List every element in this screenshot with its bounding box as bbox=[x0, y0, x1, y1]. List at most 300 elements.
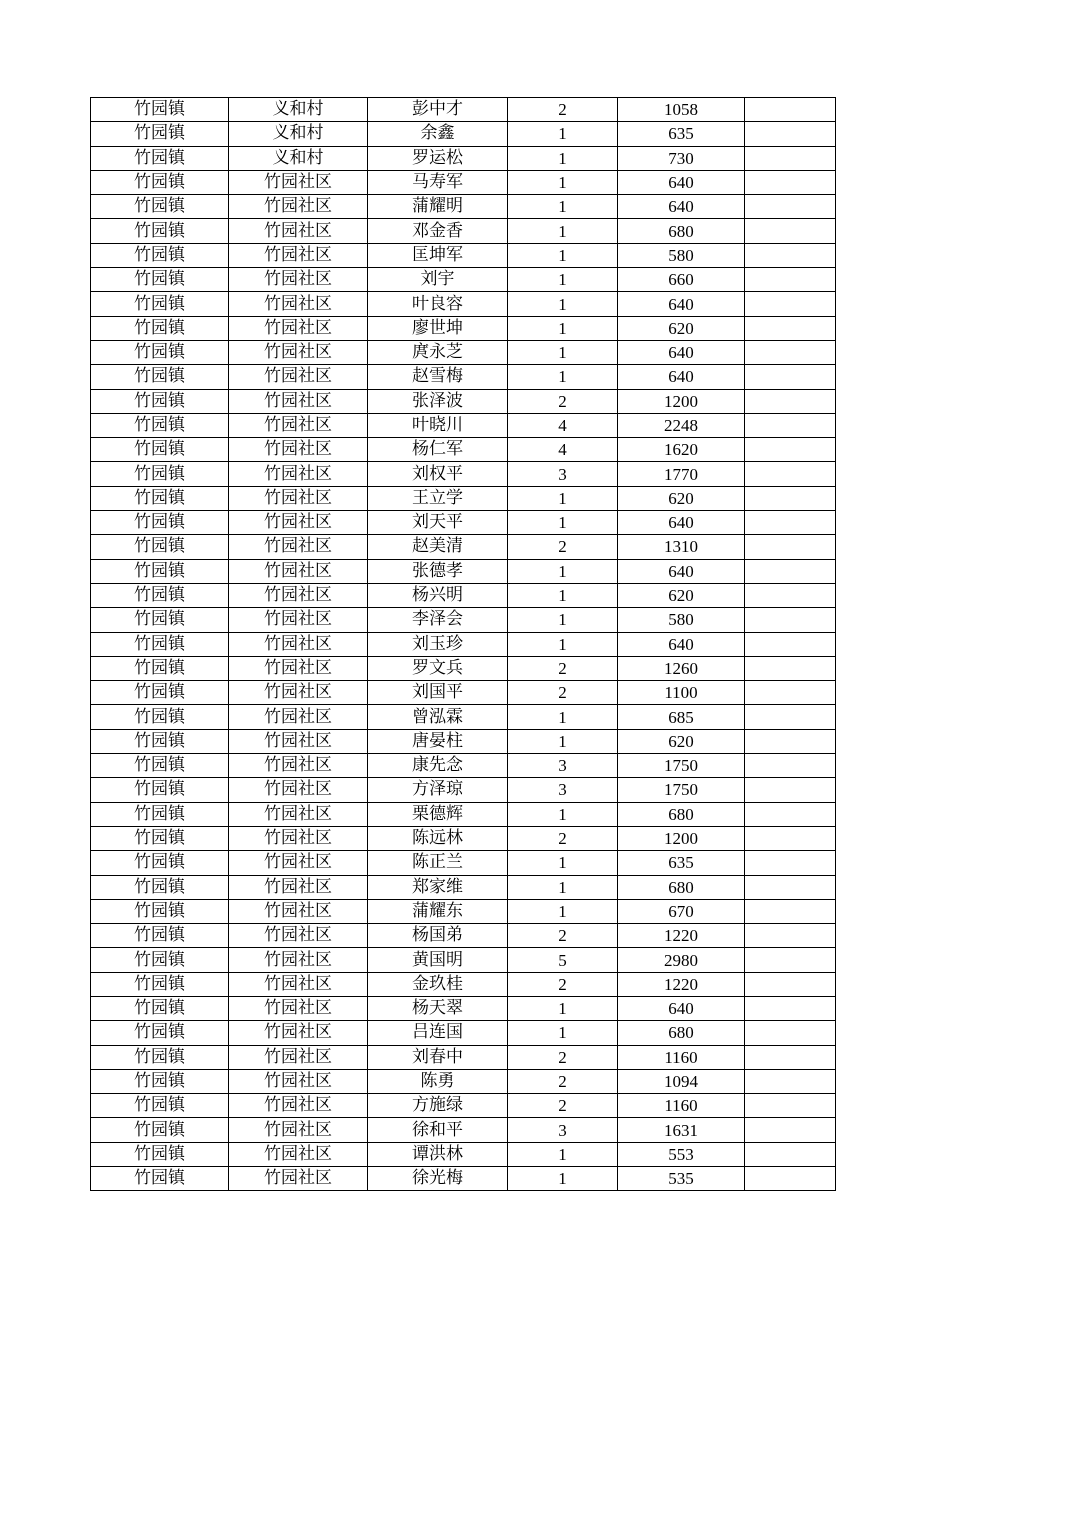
table-row bbox=[91, 511, 836, 535]
village-cell: 义和村 bbox=[229, 146, 368, 170]
amount-cell: 640 bbox=[618, 511, 745, 535]
amount-cell: 1094 bbox=[618, 1069, 745, 1093]
table-row bbox=[91, 535, 836, 559]
table-row bbox=[91, 924, 836, 948]
count-cell: 1 bbox=[508, 1021, 618, 1045]
count-cell: 1 bbox=[508, 122, 618, 146]
table-row bbox=[91, 486, 836, 510]
name-cell: 张泽波 bbox=[368, 389, 508, 413]
town-cell: 竹园镇 bbox=[91, 1021, 229, 1045]
village-cell: 竹园社区 bbox=[229, 268, 368, 292]
remark-cell bbox=[745, 486, 836, 510]
count-cell: 1 bbox=[508, 729, 618, 753]
table-body bbox=[91, 98, 836, 1191]
name-cell: 邓金香 bbox=[368, 219, 508, 243]
remark-cell bbox=[745, 972, 836, 996]
remark-cell bbox=[745, 899, 836, 923]
count-cell: 1 bbox=[508, 899, 618, 923]
amount-cell: 1058 bbox=[618, 98, 745, 122]
remark-cell bbox=[745, 1118, 836, 1142]
remark-cell bbox=[745, 413, 836, 437]
table-row bbox=[91, 754, 836, 778]
count-cell: 1 bbox=[508, 292, 618, 316]
town-cell: 竹园镇 bbox=[91, 122, 229, 146]
table-row bbox=[91, 1045, 836, 1069]
remark-cell bbox=[745, 729, 836, 753]
amount-cell: 640 bbox=[618, 365, 745, 389]
town-cell: 竹园镇 bbox=[91, 340, 229, 364]
count-cell: 1 bbox=[508, 875, 618, 899]
amount-cell: 685 bbox=[618, 705, 745, 729]
remark-cell bbox=[745, 243, 836, 267]
amount-cell: 580 bbox=[618, 243, 745, 267]
table-row bbox=[91, 413, 836, 437]
count-cell: 2 bbox=[508, 1045, 618, 1069]
amount-cell: 1750 bbox=[618, 778, 745, 802]
town-cell: 竹园镇 bbox=[91, 195, 229, 219]
count-cell: 5 bbox=[508, 948, 618, 972]
count-cell: 1 bbox=[508, 219, 618, 243]
name-cell: 杨兴明 bbox=[368, 583, 508, 607]
town-cell: 竹园镇 bbox=[91, 1094, 229, 1118]
town-cell: 竹园镇 bbox=[91, 948, 229, 972]
count-cell: 1 bbox=[508, 996, 618, 1020]
amount-cell: 660 bbox=[618, 268, 745, 292]
remark-cell bbox=[745, 1142, 836, 1166]
name-cell: 马寿军 bbox=[368, 170, 508, 194]
count-cell: 3 bbox=[508, 754, 618, 778]
amount-cell: 620 bbox=[618, 486, 745, 510]
count-cell: 1 bbox=[508, 316, 618, 340]
count-cell: 1 bbox=[508, 268, 618, 292]
village-cell: 竹园社区 bbox=[229, 924, 368, 948]
amount-cell: 620 bbox=[618, 583, 745, 607]
amount-cell: 1750 bbox=[618, 754, 745, 778]
town-cell: 竹园镇 bbox=[91, 1045, 229, 1069]
village-cell: 竹园社区 bbox=[229, 1094, 368, 1118]
town-cell: 竹园镇 bbox=[91, 899, 229, 923]
name-cell: 余鑫 bbox=[368, 122, 508, 146]
name-cell: 黄国明 bbox=[368, 948, 508, 972]
town-cell: 竹园镇 bbox=[91, 705, 229, 729]
village-cell: 竹园社区 bbox=[229, 826, 368, 850]
name-cell: 赵雪梅 bbox=[368, 365, 508, 389]
name-cell: 栗德辉 bbox=[368, 802, 508, 826]
amount-cell: 640 bbox=[618, 195, 745, 219]
amount-cell: 1200 bbox=[618, 826, 745, 850]
remark-cell bbox=[745, 1021, 836, 1045]
name-cell: 王立学 bbox=[368, 486, 508, 510]
remark-cell bbox=[745, 948, 836, 972]
town-cell: 竹园镇 bbox=[91, 462, 229, 486]
remark-cell bbox=[745, 122, 836, 146]
name-cell: 曾泓霖 bbox=[368, 705, 508, 729]
name-cell: 陈远林 bbox=[368, 826, 508, 850]
amount-cell: 1620 bbox=[618, 438, 745, 462]
table-row bbox=[91, 875, 836, 899]
town-cell: 竹园镇 bbox=[91, 146, 229, 170]
count-cell: 2 bbox=[508, 1094, 618, 1118]
remark-cell bbox=[745, 1045, 836, 1069]
name-cell: 刘天平 bbox=[368, 511, 508, 535]
town-cell: 竹园镇 bbox=[91, 1167, 229, 1191]
remark-cell bbox=[745, 826, 836, 850]
town-cell: 竹园镇 bbox=[91, 1142, 229, 1166]
count-cell: 2 bbox=[508, 826, 618, 850]
remark-cell bbox=[745, 438, 836, 462]
village-cell: 竹园社区 bbox=[229, 754, 368, 778]
count-cell: 4 bbox=[508, 413, 618, 437]
town-cell: 竹园镇 bbox=[91, 243, 229, 267]
name-cell: 金玖桂 bbox=[368, 972, 508, 996]
remark-cell bbox=[745, 656, 836, 680]
amount-cell: 1100 bbox=[618, 681, 745, 705]
table-row bbox=[91, 462, 836, 486]
remark-cell bbox=[745, 681, 836, 705]
table-row bbox=[91, 851, 836, 875]
name-cell: 谭洪林 bbox=[368, 1142, 508, 1166]
amount-cell: 1631 bbox=[618, 1118, 745, 1142]
remark-cell bbox=[745, 535, 836, 559]
count-cell: 1 bbox=[508, 365, 618, 389]
village-cell: 竹园社区 bbox=[229, 243, 368, 267]
count-cell: 2 bbox=[508, 1069, 618, 1093]
town-cell: 竹园镇 bbox=[91, 486, 229, 510]
village-cell: 竹园社区 bbox=[229, 219, 368, 243]
town-cell: 竹园镇 bbox=[91, 1069, 229, 1093]
town-cell: 竹园镇 bbox=[91, 170, 229, 194]
name-cell: 蒲耀明 bbox=[368, 195, 508, 219]
name-cell: 罗运松 bbox=[368, 146, 508, 170]
table-row bbox=[91, 146, 836, 170]
amount-cell: 730 bbox=[618, 146, 745, 170]
amount-cell: 1260 bbox=[618, 656, 745, 680]
town-cell: 竹园镇 bbox=[91, 219, 229, 243]
name-cell: 刘权平 bbox=[368, 462, 508, 486]
amount-cell: 1770 bbox=[618, 462, 745, 486]
table-row bbox=[91, 583, 836, 607]
town-cell: 竹园镇 bbox=[91, 632, 229, 656]
village-cell: 竹园社区 bbox=[229, 996, 368, 1020]
remark-cell bbox=[745, 462, 836, 486]
village-cell: 竹园社区 bbox=[229, 340, 368, 364]
town-cell: 竹园镇 bbox=[91, 389, 229, 413]
remark-cell bbox=[745, 754, 836, 778]
name-cell: 张德孝 bbox=[368, 559, 508, 583]
name-cell: 郑家维 bbox=[368, 875, 508, 899]
remark-cell bbox=[745, 268, 836, 292]
remark-cell bbox=[745, 608, 836, 632]
table-row bbox=[91, 681, 836, 705]
table-row bbox=[91, 1167, 836, 1191]
remark-cell bbox=[745, 316, 836, 340]
name-cell: 吕连国 bbox=[368, 1021, 508, 1045]
town-cell: 竹园镇 bbox=[91, 268, 229, 292]
town-cell: 竹园镇 bbox=[91, 972, 229, 996]
remark-cell bbox=[745, 996, 836, 1020]
village-cell: 竹园社区 bbox=[229, 511, 368, 535]
table-row bbox=[91, 608, 836, 632]
count-cell: 2 bbox=[508, 535, 618, 559]
village-cell: 竹园社区 bbox=[229, 899, 368, 923]
count-cell: 1 bbox=[508, 486, 618, 510]
count-cell: 2 bbox=[508, 681, 618, 705]
name-cell: 叶良容 bbox=[368, 292, 508, 316]
amount-cell: 635 bbox=[618, 851, 745, 875]
table-row bbox=[91, 195, 836, 219]
village-cell: 竹园社区 bbox=[229, 632, 368, 656]
amount-cell: 680 bbox=[618, 802, 745, 826]
village-cell: 竹园社区 bbox=[229, 681, 368, 705]
name-cell: 杨天翠 bbox=[368, 996, 508, 1020]
name-cell: 李泽会 bbox=[368, 608, 508, 632]
name-cell: 方施绿 bbox=[368, 1094, 508, 1118]
name-cell: 蒲耀东 bbox=[368, 899, 508, 923]
table-row bbox=[91, 1069, 836, 1093]
name-cell: 罗文兵 bbox=[368, 656, 508, 680]
table-row bbox=[91, 826, 836, 850]
amount-cell: 620 bbox=[618, 729, 745, 753]
remark-cell bbox=[745, 924, 836, 948]
village-cell: 竹园社区 bbox=[229, 1167, 368, 1191]
amount-cell: 2980 bbox=[618, 948, 745, 972]
count-cell: 2 bbox=[508, 98, 618, 122]
count-cell: 1 bbox=[508, 243, 618, 267]
name-cell: 方泽琼 bbox=[368, 778, 508, 802]
name-cell: 刘玉珍 bbox=[368, 632, 508, 656]
remark-cell bbox=[745, 583, 836, 607]
amount-cell: 2248 bbox=[618, 413, 745, 437]
village-cell: 竹园社区 bbox=[229, 656, 368, 680]
village-cell: 竹园社区 bbox=[229, 170, 368, 194]
town-cell: 竹园镇 bbox=[91, 778, 229, 802]
count-cell: 1 bbox=[508, 511, 618, 535]
amount-cell: 1220 bbox=[618, 924, 745, 948]
town-cell: 竹园镇 bbox=[91, 365, 229, 389]
count-cell: 1 bbox=[508, 1142, 618, 1166]
town-cell: 竹园镇 bbox=[91, 583, 229, 607]
table-row bbox=[91, 778, 836, 802]
table-row bbox=[91, 316, 836, 340]
amount-cell: 1200 bbox=[618, 389, 745, 413]
count-cell: 2 bbox=[508, 389, 618, 413]
table-row bbox=[91, 705, 836, 729]
village-cell: 义和村 bbox=[229, 98, 368, 122]
name-cell: 廖世坤 bbox=[368, 316, 508, 340]
name-cell: 叶晓川 bbox=[368, 413, 508, 437]
village-cell: 竹园社区 bbox=[229, 583, 368, 607]
village-cell: 竹园社区 bbox=[229, 705, 368, 729]
table-row bbox=[91, 972, 836, 996]
table-row bbox=[91, 729, 836, 753]
amount-cell: 640 bbox=[618, 170, 745, 194]
count-cell: 1 bbox=[508, 340, 618, 364]
count-cell: 3 bbox=[508, 778, 618, 802]
table-row bbox=[91, 1142, 836, 1166]
count-cell: 1 bbox=[508, 608, 618, 632]
remark-cell bbox=[745, 778, 836, 802]
village-cell: 竹园社区 bbox=[229, 462, 368, 486]
amount-cell: 640 bbox=[618, 292, 745, 316]
table-row bbox=[91, 632, 836, 656]
amount-cell: 1220 bbox=[618, 972, 745, 996]
village-cell: 竹园社区 bbox=[229, 851, 368, 875]
town-cell: 竹园镇 bbox=[91, 1118, 229, 1142]
remark-cell bbox=[745, 1094, 836, 1118]
amount-cell: 635 bbox=[618, 122, 745, 146]
table-row bbox=[91, 899, 836, 923]
village-cell: 竹园社区 bbox=[229, 486, 368, 510]
name-cell: 刘国平 bbox=[368, 681, 508, 705]
table-row bbox=[91, 1094, 836, 1118]
table-row bbox=[91, 292, 836, 316]
village-cell: 竹园社区 bbox=[229, 972, 368, 996]
village-cell: 竹园社区 bbox=[229, 802, 368, 826]
town-cell: 竹园镇 bbox=[91, 875, 229, 899]
name-cell: 刘宇 bbox=[368, 268, 508, 292]
amount-cell: 1160 bbox=[618, 1045, 745, 1069]
town-cell: 竹园镇 bbox=[91, 511, 229, 535]
name-cell: 庹永芝 bbox=[368, 340, 508, 364]
count-cell: 3 bbox=[508, 462, 618, 486]
name-cell: 徐和平 bbox=[368, 1118, 508, 1142]
remark-cell bbox=[745, 340, 836, 364]
count-cell: 1 bbox=[508, 1167, 618, 1191]
remark-cell bbox=[745, 219, 836, 243]
amount-cell: 640 bbox=[618, 559, 745, 583]
amount-cell: 1160 bbox=[618, 1094, 745, 1118]
amount-cell: 535 bbox=[618, 1167, 745, 1191]
amount-cell: 580 bbox=[618, 608, 745, 632]
remark-cell bbox=[745, 1069, 836, 1093]
name-cell: 杨仁军 bbox=[368, 438, 508, 462]
village-cell: 竹园社区 bbox=[229, 1118, 368, 1142]
remark-cell bbox=[745, 559, 836, 583]
town-cell: 竹园镇 bbox=[91, 681, 229, 705]
table-row bbox=[91, 340, 836, 364]
table-row bbox=[91, 1021, 836, 1045]
remark-cell bbox=[745, 195, 836, 219]
name-cell: 刘春中 bbox=[368, 1045, 508, 1069]
town-cell: 竹园镇 bbox=[91, 292, 229, 316]
remark-cell bbox=[745, 802, 836, 826]
table-row bbox=[91, 219, 836, 243]
count-cell: 4 bbox=[508, 438, 618, 462]
village-cell: 竹园社区 bbox=[229, 365, 368, 389]
amount-cell: 640 bbox=[618, 996, 745, 1020]
count-cell: 1 bbox=[508, 851, 618, 875]
count-cell: 1 bbox=[508, 583, 618, 607]
village-cell: 竹园社区 bbox=[229, 1045, 368, 1069]
table-row bbox=[91, 243, 836, 267]
count-cell: 1 bbox=[508, 146, 618, 170]
town-cell: 竹园镇 bbox=[91, 98, 229, 122]
name-cell: 匡坤军 bbox=[368, 243, 508, 267]
table-row bbox=[91, 948, 836, 972]
amount-cell: 640 bbox=[618, 340, 745, 364]
count-cell: 1 bbox=[508, 632, 618, 656]
name-cell: 杨国弟 bbox=[368, 924, 508, 948]
count-cell: 2 bbox=[508, 972, 618, 996]
count-cell: 2 bbox=[508, 656, 618, 680]
table-row bbox=[91, 170, 836, 194]
table-row bbox=[91, 802, 836, 826]
count-cell: 1 bbox=[508, 559, 618, 583]
town-cell: 竹园镇 bbox=[91, 608, 229, 632]
amount-cell: 640 bbox=[618, 632, 745, 656]
amount-cell: 670 bbox=[618, 899, 745, 923]
count-cell: 1 bbox=[508, 802, 618, 826]
table-row bbox=[91, 1118, 836, 1142]
village-cell: 竹园社区 bbox=[229, 292, 368, 316]
name-cell: 唐晏柱 bbox=[368, 729, 508, 753]
name-cell: 陈正兰 bbox=[368, 851, 508, 875]
village-cell: 竹园社区 bbox=[229, 195, 368, 219]
table-row bbox=[91, 996, 836, 1020]
table-row bbox=[91, 365, 836, 389]
town-cell: 竹园镇 bbox=[91, 826, 229, 850]
remark-cell bbox=[745, 170, 836, 194]
name-cell: 徐光梅 bbox=[368, 1167, 508, 1191]
remark-cell bbox=[745, 632, 836, 656]
village-cell: 竹园社区 bbox=[229, 875, 368, 899]
town-cell: 竹园镇 bbox=[91, 413, 229, 437]
village-cell: 竹园社区 bbox=[229, 535, 368, 559]
village-cell: 竹园社区 bbox=[229, 729, 368, 753]
table-row bbox=[91, 656, 836, 680]
count-cell: 3 bbox=[508, 1118, 618, 1142]
remark-cell bbox=[745, 389, 836, 413]
village-cell: 竹园社区 bbox=[229, 559, 368, 583]
town-cell: 竹园镇 bbox=[91, 754, 229, 778]
town-cell: 竹园镇 bbox=[91, 438, 229, 462]
name-cell: 陈勇 bbox=[368, 1069, 508, 1093]
village-cell: 竹园社区 bbox=[229, 316, 368, 340]
remark-cell bbox=[745, 98, 836, 122]
count-cell: 1 bbox=[508, 170, 618, 194]
village-cell: 竹园社区 bbox=[229, 438, 368, 462]
village-cell: 竹园社区 bbox=[229, 389, 368, 413]
amount-cell: 620 bbox=[618, 316, 745, 340]
amount-cell: 1310 bbox=[618, 535, 745, 559]
name-cell: 康先念 bbox=[368, 754, 508, 778]
amount-cell: 680 bbox=[618, 875, 745, 899]
table-row bbox=[91, 438, 836, 462]
village-cell: 竹园社区 bbox=[229, 413, 368, 437]
village-cell: 竹园社区 bbox=[229, 948, 368, 972]
town-cell: 竹园镇 bbox=[91, 535, 229, 559]
table-row bbox=[91, 268, 836, 292]
remark-cell bbox=[745, 292, 836, 316]
town-cell: 竹园镇 bbox=[91, 924, 229, 948]
data-table bbox=[90, 97, 836, 1191]
count-cell: 1 bbox=[508, 195, 618, 219]
village-cell: 义和村 bbox=[229, 122, 368, 146]
village-cell: 竹园社区 bbox=[229, 1142, 368, 1166]
amount-cell: 553 bbox=[618, 1142, 745, 1166]
name-cell: 赵美清 bbox=[368, 535, 508, 559]
table-row bbox=[91, 389, 836, 413]
remark-cell bbox=[745, 1167, 836, 1191]
remark-cell bbox=[745, 875, 836, 899]
town-cell: 竹园镇 bbox=[91, 802, 229, 826]
town-cell: 竹园镇 bbox=[91, 729, 229, 753]
town-cell: 竹园镇 bbox=[91, 559, 229, 583]
town-cell: 竹园镇 bbox=[91, 996, 229, 1020]
remark-cell bbox=[745, 851, 836, 875]
village-cell: 竹园社区 bbox=[229, 1021, 368, 1045]
amount-cell: 680 bbox=[618, 219, 745, 243]
